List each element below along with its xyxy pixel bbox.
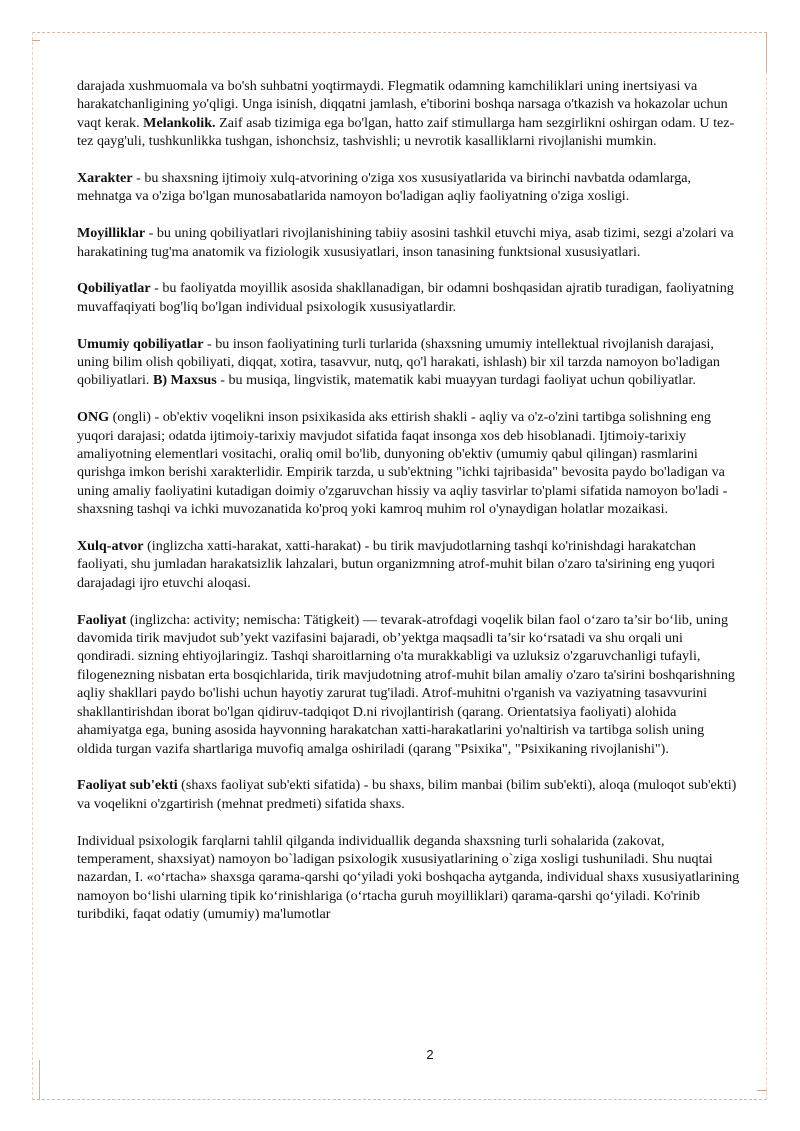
crop-mark [32, 40, 40, 41]
paragraph-text: - bu faoliyatda moyillik asosida shakllanadigan, bir odamni boshqasidan ajratib turadigan, faoliyatning muvaffaqiyati bog'liq bo'lgan individual psixologik xususiyatlardir. [77, 280, 734, 315]
paragraph-text: - bu shaxsning ijtimoiy xulq-atvorining o'ziga xos xususiyatlarida va birinchi navbatda odamlarga, mehnatga va o'ziga bo'lgan munosabatlarida namoyon bo'ladigan aqliy faoliyatning o'ziga xosligi. [77, 170, 692, 205]
term-heading: Melankolik. [143, 114, 216, 131]
paragraph [77, 611, 742, 758]
paragraph-text: - bu inson faoliyatining turli turlarida (shaxsning umumiy intellektual rivojlanish darajasi, uning bilim olish qobiliyati, diqqat, xotira, tasavvur, nutq, qo'l harakati, ishlash) bir xil tarzda namoyon bo'ladigan qobiliyatlari. [77, 335, 720, 389]
term-heading: Qobiliyatlar [77, 280, 151, 297]
term-heading: Xulq-atvor [77, 538, 144, 555]
term-heading: Faoliyat sub'ekti [77, 777, 178, 794]
paragraph [77, 279, 742, 316]
paragraph-text: (ongli) - ob'ektiv voqelikni inson psixikasida aks ettirish shakli - aqliy va o'z-o'zini tartibga solishning eng yuqori darajasi; odatda ijtimoiy-tarixiy mavjudot sifatida faqat insonga xos deb hisoblanadi. Ijtimoiy-tarixiy amaliyotning elementlari vositachi, oraliq omil bo'lib, dunyoning ob'ektiv (umumiy qabul qilingan) rasmlarini qurishga imkon berishi xarakterlidir. Empirik tarzda, u sub'ektning "ichki tajribasida" bevosita paydo bo'ladigan va uning amaliy faoliyatini kutadigan doimiy o'zgaruvchan hissiy va aqliy tasvirlar to'plami sifatida namoyon bo'ladi - shaxsning tashqi va ichki muvozanatida ko'proq yoki kamroq muhim rol o'ynaydigan holatlar mozaikasi. [77, 409, 728, 518]
term-heading: Faoliyat [77, 611, 127, 628]
paragraph [77, 776, 742, 813]
paragraph [77, 335, 742, 390]
paragraph [77, 832, 742, 924]
crop-mark [39, 1060, 40, 1100]
term-heading: Xarakter [77, 170, 133, 187]
paragraph-text: (inglizcha: activity; nemischa: Tätigkeit) — tevarak-atrofdagi voqelik bilan faol o‘zaro ta’sir bo‘lib, uning davomida tirik mavjudot sub’yekt vazifasini bajaradi, ob’yektga maqsadli ta’sir ko‘rsatadi va shu orqali uni qondiradi. sizning ehtiyojlaringiz. Tashqi sharoitlarning o'ta murakkabligi va uzluksiz o'zgaruvchanligi tufayli, filogenezning nisbatan erta bosqichlarida, tirik mavjudotning atrof-muhit bilan amaliy o'zaro ta'sirini boshqarishning aqliy shakllari paydo bo'lishi uchun hayotiy zarurat tug'iladi. Atrof-muhitni o'rganish va vaziyatning tasavvurini shakllantirishdan iborat bo'lgan qidiruv-tadqiqot D.ni rivojlantirish (qarang. Orientatsiya faoliyati) alohida ahamiyatga ega, buning asosida hayvonning harakatchan xatti-harakatlarini yo'naltirish va tartibga solish uning oldida turgan vazifa shartlariga muvofiq amalga oshiriladi (qarang "Psixika", "Psixikaning rivojlanishi"). [77, 611, 735, 757]
paragraph-text: Zaif asab tizimiga ega bo'lgan, hatto zaif stimullarga ham sezgirlikni oshirgan odam. U tez-tez qayg'uli, tushkunlikka tushgan, ishonchsiz, tashvishli; u nevrotik kasalliklarni rivojlanishi mumkin. [77, 114, 735, 150]
paragraph-text: (inglizcha xatti-harakat, xatti-harakat) - bu tirik mavjudotlarning tashqi ko'rinishdagi harakatchan faoliyati, shu jumladan harakatsizlik lahzalari, butun organizmning atrof-muhit bilan o'zaro ta'sirining eng yuqori darajadagi ijro etuvchi aloqasi. [77, 538, 716, 591]
document-body [77, 77, 742, 942]
crop-mark [757, 1090, 767, 1091]
paragraph-text: - bu uning qobiliyatlari rivojlanishining tabiiy asosini tashkil etuvchi miya, asab tizimi, sezgi a'zolari va harakatining tug'ma anatomik va fiziologik xususiyatlari, inson tanasining funktsional xususiyatlari. [77, 225, 734, 260]
paragraph-text: - bu musiqa, lingvistik, matematik kabi muayyan turdagi faoliyat uchun qobiliyatlar. [216, 372, 696, 389]
term-heading: B) Maxsus [152, 372, 217, 389]
term-heading: Moyilliklar [77, 225, 146, 242]
paragraph [77, 77, 742, 151]
paragraph [77, 537, 742, 592]
paragraph [77, 169, 742, 206]
paragraph [77, 224, 742, 261]
paragraph-text: darajada xushmuomala va bo'sh suhbatni yoqtirmaydi. Flegmatik odamning kamchiliklari uning inertsiyasi va harakatchanligining yo'qligi. Unga isinish, diqqatni jamlash, e'tiborini boshqa narsaga o'tkazish va hokazolar uchun vaqt kerak. [77, 78, 728, 131]
term-heading: ONG [77, 409, 110, 426]
paragraph-text: (shaxs faoliyat sub'ekti sifatida) - bu shaxs, bilim manbai (bilim sub'ekti), aloqa (muloqot sub'ekti) va voqelikni o'zgartirish (mehnat predmeti) sifatida shaxs. [77, 777, 737, 812]
crop-mark [766, 32, 767, 72]
paragraph [77, 408, 742, 518]
page-number: 2 [426, 1047, 434, 1062]
term-heading: Umumiy qobiliyatlar [77, 335, 204, 352]
paragraph-text: Individual psixologik farqlarni tahlil qilganda individuallik deganda shaxsning turli sohalarida (zakovat, temperament, shaxsiyat) namoyon bo`ladigan psixologik xususiyatlarining o`ziga xosligi tushuniladi. Shu nuqtai nazardan, I. «o‘rtacha» shaxsga qarama-qarshi qo‘yiladi yoki boshqacha aytganda, individual shaxs xususiyatlarining namoyon bo‘lishi ularning tipik ko‘rinishlariga (o‘rtacha guruh moyilliklari) qarama-qarshi qo‘yiladi. Ko'rinib turibdiki, faqat odatiy (umumiy) ma'lumotlar [77, 832, 740, 923]
